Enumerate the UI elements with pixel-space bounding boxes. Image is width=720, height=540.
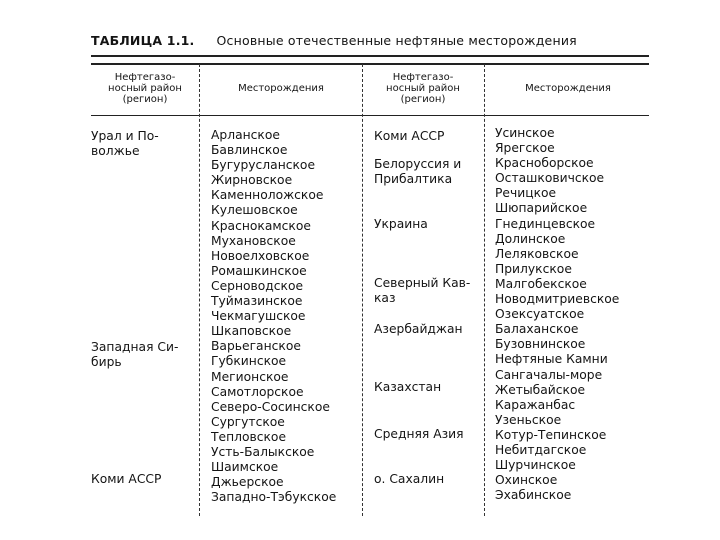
list-item: Чекмагушское: [211, 309, 306, 324]
rule-top-2: [91, 63, 649, 65]
list-item: Туймазинское: [211, 294, 303, 309]
list-item: Шаимское: [211, 460, 279, 475]
list-item: Краснокамское: [211, 218, 311, 233]
list-item: Бугурусланское: [211, 158, 316, 173]
list-item: Серноводское: [211, 278, 304, 293]
header-fields-left: Месторождения: [238, 83, 324, 94]
list-item: Леляковское: [495, 246, 579, 261]
list-item: Шюпарийское: [495, 201, 588, 216]
list-item: Жетыбайское: [495, 382, 586, 397]
region-central-asia: Средняя Азия: [374, 427, 464, 441]
list-item: Усть-Балыкское: [211, 444, 315, 459]
header-region-left: Нефтегазо- носный район (регион): [108, 72, 182, 105]
list-item: Красноборское: [495, 156, 594, 171]
list-item: Мегионское: [211, 369, 289, 384]
list-item: Котур-Тепинское: [495, 427, 607, 442]
list-item: Эхабинское: [495, 488, 572, 503]
list-item: Северо-Сосинское: [211, 399, 330, 414]
list-item: Сангачалы-море: [495, 367, 603, 382]
region-sakhalin: о. Сахалин: [374, 472, 445, 486]
header-fields-right: Месторождения: [525, 83, 611, 94]
region-belarus-baltic: Белоруссия и Прибалтика: [374, 157, 462, 186]
list-item: Гнединцевское: [495, 216, 596, 231]
region-ural-volga: Урал и По- волжье: [91, 129, 159, 158]
list-item: Сургутское: [211, 414, 285, 429]
column-divider: [199, 64, 200, 516]
list-item: Каменноложское: [211, 188, 324, 203]
region-north-caucasus: Северный Кав- каз: [374, 276, 471, 305]
list-item: Новоелховское: [211, 248, 310, 263]
list-item: Каражанбас: [495, 397, 576, 412]
list-item: Бузовнинское: [495, 337, 586, 352]
list-item: Кулешовское: [211, 203, 298, 218]
list-item: Балаханское: [495, 322, 579, 337]
table-caption: [91, 33, 577, 48]
region-kazakhstan: Казахстан: [374, 380, 442, 394]
list-item: Бавлинское: [211, 143, 288, 158]
list-item: Малгобекское: [495, 276, 587, 291]
list-item: Шурчинское: [495, 458, 576, 473]
fields-column-left: [211, 128, 336, 505]
list-item: Речицкое: [495, 186, 557, 201]
list-item: Жирновское: [211, 173, 293, 188]
list-item: Ромашкинское: [211, 263, 307, 278]
list-item: Мухановское: [211, 233, 296, 248]
list-item: Небитдагское: [495, 442, 587, 457]
region-west-siberia: Западная Си- бирь: [91, 340, 179, 369]
table-number: ТАБЛИЦА 1.1.: [91, 33, 195, 48]
fields-column-right: [495, 126, 619, 503]
rule-top: [91, 55, 649, 57]
list-item: Охинское: [495, 473, 558, 488]
list-item: Нефтяные Камни: [495, 352, 608, 367]
column-divider: [484, 64, 485, 516]
list-item: Арланское: [211, 128, 280, 142]
list-item: Самотлорское: [211, 384, 304, 399]
list-item: Узеньское: [495, 412, 562, 427]
list-item: Озексуатское: [495, 307, 585, 322]
list-item: Губкинское: [211, 354, 287, 369]
list-item: Джьерское: [211, 475, 284, 490]
rule-header: [91, 115, 649, 116]
list-item: Шкаповское: [211, 324, 292, 339]
list-item: Осташковичское: [495, 171, 605, 186]
list-item: Тепловское: [211, 429, 287, 444]
list-item: Прилукское: [495, 261, 572, 276]
list-item: Варьеганское: [211, 339, 301, 354]
list-item: Новодмитриевское: [495, 292, 620, 307]
region-ukraine: Украина: [374, 217, 428, 231]
header-region-right: Нефтегазо- носный район (регион): [386, 72, 460, 105]
list-item: Западно-Тэбукское: [211, 490, 337, 505]
list-item: Усинское: [495, 126, 555, 140]
region-azerbaijan: Азербайджан: [374, 322, 463, 336]
region-komi-left: Коми АССР: [91, 472, 162, 486]
region-komi-right: Коми АССР: [374, 129, 445, 143]
column-divider: [362, 64, 363, 516]
list-item: Долинское: [495, 231, 566, 246]
table-title: Основные отечественные нефтяные месторождения: [216, 33, 577, 48]
list-item: Ярегское: [495, 141, 555, 156]
